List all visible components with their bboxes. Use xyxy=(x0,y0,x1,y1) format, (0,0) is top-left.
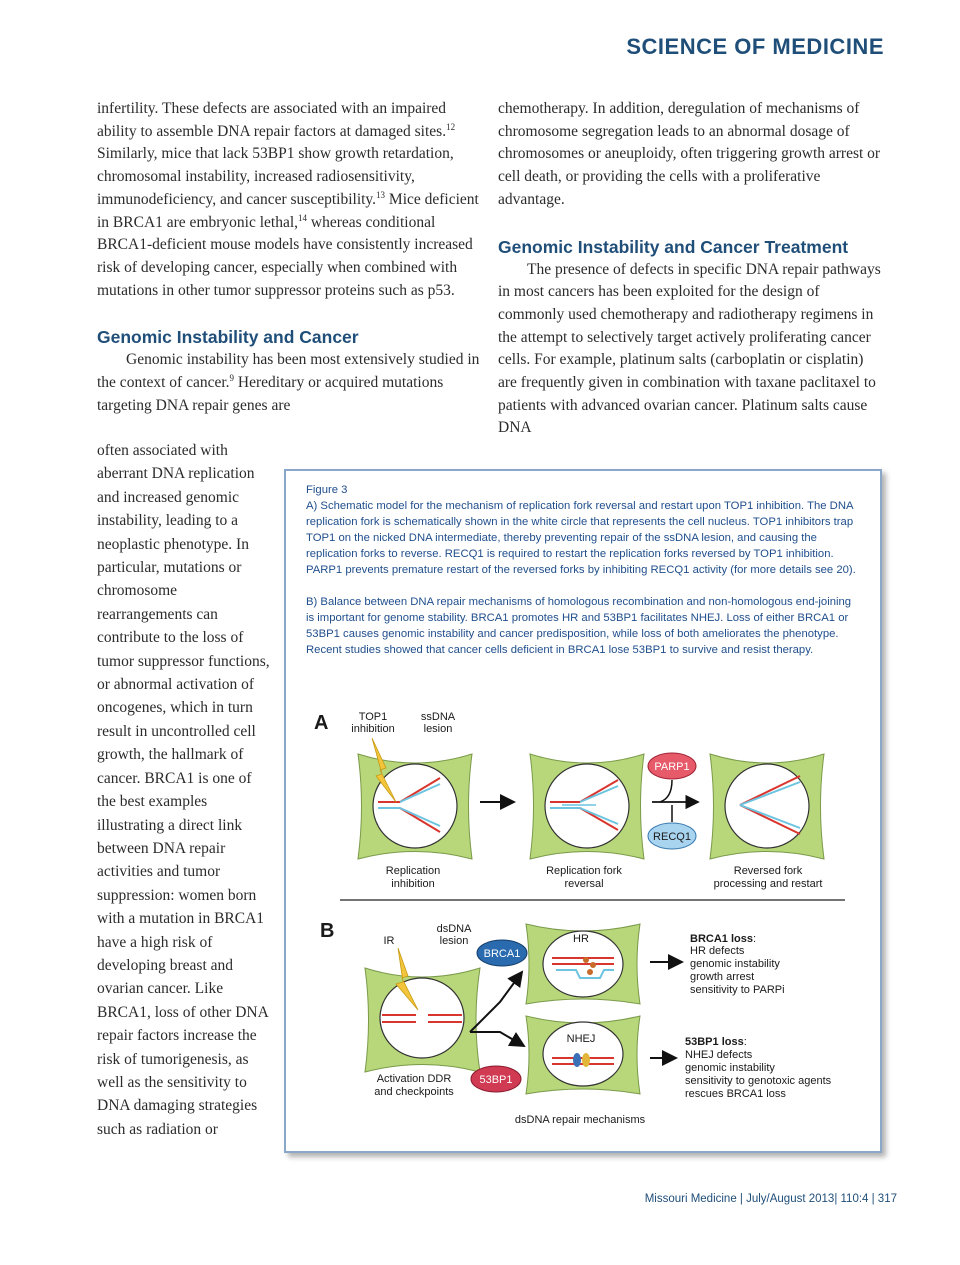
nhej-label: NHEJ xyxy=(566,1033,596,1045)
hr-label: HR xyxy=(573,933,589,945)
panel-a-letter: A xyxy=(314,712,329,734)
section-heading: Genomic Instability and Cancer Treatment xyxy=(498,236,849,257)
cell-nhej xyxy=(526,1016,640,1094)
caption-fork-reversal-2: reversal xyxy=(564,878,604,890)
top1-label-2: inhibition xyxy=(351,723,395,735)
left-column-narrow-text: often associated with aberrant DNA replication and increased genomic instability, leading to a neoplastic phenotype. In particular, mutations or chromosome rearrangements can contribute to the loss of tumor suppressor functions, or abnormal activation of oncogenes, which in turn result in uncontrolled cell growth, the hallmark of cancer. BRCA1 is one of the best examples illustrating a direct link between DNA repair activities and tumor suppression: women born with a mutation in BRCA1 have a high risk of developing breast and ovarian cancer. Like BRCA1, loss of other DNA repair factors increase the risk of tumorigenesis, as well as the sensitivity to DNA damaging strategies such as radiation or xyxy=(97,442,270,1138)
brca1-loss-item: growth arrest xyxy=(690,971,755,983)
caption-activation-ddr: Activation DDR xyxy=(376,1073,452,1085)
53bp1-loss-item: genomic instability xyxy=(685,1062,775,1074)
53bp1-loss-item: NHEJ defects xyxy=(685,1049,753,1061)
53bp1-loss-item: rescues BRCA1 loss xyxy=(685,1088,786,1100)
cell-replication-inhibition xyxy=(358,754,472,859)
dsdna-label: dsDNA xyxy=(436,923,472,935)
figure-caption xyxy=(306,482,861,674)
figure-label: Figure 3 xyxy=(306,484,348,496)
brca1-loss-item: sensitivity to PARPi xyxy=(690,984,785,996)
caption-activation-ddr-2: and checkpoints xyxy=(374,1086,454,1098)
brca1-loss-item: HR defects xyxy=(690,945,745,957)
caption-fork-reversal: Replication fork xyxy=(546,865,622,877)
dsdna-label-2: lesion xyxy=(439,935,469,947)
ssdna-label: ssDNA xyxy=(420,711,456,723)
53bp1-label: 53BP1 xyxy=(479,1074,513,1086)
paragraph: Genomic instability has been most extensively studied in the context of cancer.$^9$ Hereditary or acquired mutations targeting DNA repair genes are xyxy=(97,351,480,414)
53bp1-loss-title: 53BP1 loss: xyxy=(685,1036,747,1048)
figure-diagram xyxy=(300,702,860,1142)
brca1-loss-item: genomic instability xyxy=(690,958,780,970)
right-column xyxy=(498,98,883,440)
parp1-label: PARP1 xyxy=(654,761,690,773)
ir-label: IR xyxy=(383,935,395,947)
paragraph: infertility. These defects are associated with an impaired ability to assemble DNA repair factors at damaged sites.$^{12}$ Similarly, mice that lack 53BP1 show growth retardation, chromosomal instability, increased radiosensitivity, immunodeficiency, and cancer susceptibility.$^{13}$ Mice deficient in BRCA1 are embryonic lethal,$^{14}$ whereas conditional BRCA1-deficient mouse models have consistently increased risk of developing cancer, especially when combined with mutations in other tumor suppressor proteins such as p53. xyxy=(97,100,479,299)
caption-part-a: A) Schematic model for the mechanism of replication fork reversal and restart upon TOP1 inhibition. The DNA replication fork is schematically shown in the white circle that represents the cell nucleus. TOP1 inhibitors trap TOP1 on the nicked DNA intermediate, thereby preventing repair of the ssDNA lesion, and causing the replication forks to reverse. RECQ1 is required to restart the replication forks reversed by TOP1 inhibition. PARP1 prevents premature restart of the reversed forks by inhibiting RECQ1 activity (for more details see 20). xyxy=(306,500,856,576)
cell-fork-reversal xyxy=(530,754,644,859)
cell-ir-damage xyxy=(365,968,480,1072)
caption-reversed-fork-2: processing and restart xyxy=(713,878,823,890)
arrow-icon xyxy=(470,1032,524,1046)
page-footer: Missouri Medicine | July/August 2013| 110:4 | 317 xyxy=(644,1193,897,1205)
cell-reversed-fork xyxy=(710,754,824,859)
brca1-label: BRCA1 xyxy=(483,948,521,960)
inhibit-line xyxy=(660,780,672,802)
53bp1-loss-item: sensitivity to genotoxic agents xyxy=(685,1075,832,1087)
caption-part-b: B) Balance between DNA repair mechanisms of homologous recombination and non-homologous end-joining is important for genome stability. BRCA1 promotes HR and 53BP1 facilitates NHEJ. Loss of either BRCA1 or 53BP1 causes genomic instability and cancer predisposition, while loss of both ameliorates the phenotype. Recent studies showed that cancer cells deficient in BRCA1 lose 53BP1 to survive and resist therapy. xyxy=(306,596,852,656)
panel-b-letter: B xyxy=(320,920,335,942)
recq1-label: RECQ1 xyxy=(653,831,691,843)
dsdna-repair-label: dsDNA repair mechanisms xyxy=(514,1114,646,1126)
brca1-loss-title: BRCA1 loss: xyxy=(690,933,757,945)
caption-reversed-fork: Reversed fork xyxy=(733,865,803,877)
section-title: SCIENCE OF MEDICINE xyxy=(626,34,884,59)
top1-label: TOP1 xyxy=(358,711,388,723)
paragraph: chemotherapy. In addition, deregulation of mechanisms of chromosome segregation leads to an abnormal dosage of chromosomes or aneuploidy, often triggering growth arrest or cell death, or providing the cells with a proliferative advantage. xyxy=(498,100,881,208)
left-column xyxy=(97,98,482,417)
section-heading: Genomic Instability and Cancer xyxy=(97,327,359,348)
caption-replication-inhibition-2: inhibition xyxy=(391,878,435,890)
paragraph: The presence of defects in specific DNA repair pathways in most cancers has been exploited for the design of commonly used chemotherapy and radiotherapy regimens in the attempt to selectively target actively proliferating cancer cells. For example, platinum salts (carboplatin or cisplatin) are frequently given in combination with taxane paclitaxel to patients with advanced ovarian cancer. Platinum salts cause DNA xyxy=(498,260,881,437)
ssdna-label-2: lesion xyxy=(423,723,453,735)
caption-replication-inhibition: Replication xyxy=(385,865,441,877)
